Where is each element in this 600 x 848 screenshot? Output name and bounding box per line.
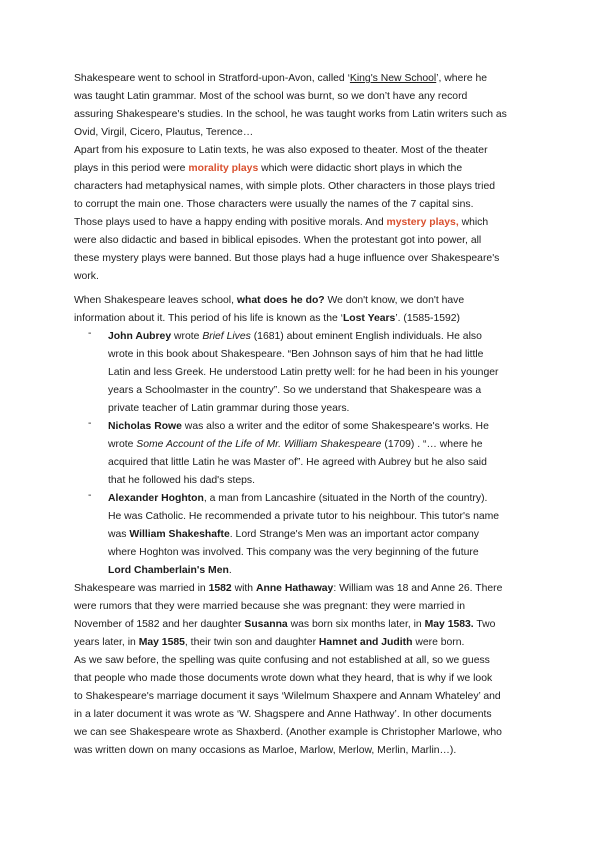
- text-run: ’. (1585-1592): [395, 313, 461, 324]
- text-line: [74, 214, 534, 232]
- text-line: [74, 580, 534, 598]
- text-line: [108, 328, 538, 346]
- text-run: which: [458, 217, 489, 228]
- text-line: [74, 70, 534, 88]
- list-dash: -: [88, 490, 92, 501]
- company-name: Lord Chamberlain's Men: [108, 565, 229, 576]
- text-line: where Hoghton was involved. This company was the very beginning of the future: [108, 547, 479, 558]
- list-item-rowe: [88, 418, 538, 490]
- text-run: , a man from Lancashire (situated in the North of the country).: [203, 493, 488, 504]
- text-line: acquired that little Latin he was Master of”. He agreed with Aubrey but he also said: [108, 457, 487, 468]
- list-item-hoghton: [88, 490, 538, 580]
- bold-year: 1582: [208, 583, 232, 594]
- text-line: that he followed his dad's steps.: [108, 475, 255, 486]
- text-line: work.: [74, 271, 99, 282]
- text-line: [108, 418, 538, 436]
- bold-date: May 1585: [138, 637, 185, 648]
- text-run: : William was 18 and Anne 26. There: [333, 583, 503, 594]
- text-run: was: [108, 529, 130, 540]
- text-line: [108, 490, 538, 508]
- text-run: (1709) . “… where he: [381, 439, 483, 450]
- text-line: to corrupt the main one. Those characters were usually the names of the 7 capital sins.: [74, 199, 474, 210]
- paragraph-marriage: [74, 580, 534, 652]
- text-line: years a Schoolmaster in the country”. So we understand that Shakespeare was a: [108, 385, 482, 396]
- bold-question: what does he do?: [236, 295, 325, 306]
- text-line: characters had metaphysical names, with simple plots. Other characters in those plays tried: [74, 181, 496, 192]
- person-name: Nicholas Rowe: [108, 421, 182, 432]
- text-line: were rumors that they were married because she was pregnant: they were married in: [74, 601, 465, 612]
- bold-name: Anne Hathaway: [255, 583, 334, 594]
- text-run: Shakespeare was married in: [74, 583, 209, 594]
- text-line: He was Catholic. He recommended a private tutor to his neighbour. This tutor's name: [108, 511, 500, 522]
- bullet-list: [88, 328, 538, 580]
- list-dash: -: [88, 418, 92, 429]
- text-run: was born six months later, in: [287, 619, 425, 630]
- text-run: , their twin son and daughter: [184, 637, 319, 648]
- paragraph-spelling: [74, 652, 534, 760]
- bold-date: May 1583.: [424, 619, 474, 630]
- text-line: [74, 634, 534, 652]
- text-line: [74, 292, 534, 310]
- text-line: [108, 562, 538, 580]
- text-line: we can see Shakespeare wrote as Shaxberd. (Another example is Christopher Marlowe, who: [74, 727, 502, 738]
- list-item-aubrey: [88, 328, 538, 418]
- text-line: were also didactic and based in biblical episodes. When the protestant got into power, all: [74, 235, 482, 246]
- text-run: years later, in: [74, 637, 139, 648]
- text-line: [74, 310, 534, 328]
- text-line: Latin and less Greek. He understood Latin pretty well: for he had been in his younger: [108, 367, 499, 378]
- text-line: As we saw before, the spelling was quite confusing and not established at all, so we guess: [74, 655, 490, 666]
- paragraph-theater: [74, 142, 534, 286]
- text-line: wrote in this book about Shakespeare. “Ben Johnson says of him that he had little: [108, 349, 484, 360]
- text-line: private teacher of Latin grammar during those years.: [108, 403, 350, 414]
- text-run: with: [231, 583, 256, 594]
- tutor-name: William Shakeshafte: [129, 529, 230, 540]
- text-run: wrote: [171, 331, 203, 342]
- text-line: Ovid, Virgil, Cicero, Plautus, Terence…: [74, 127, 254, 138]
- text-line: was written down on many occasions as Marloe, Marlow, Merlow, Merlin, Marlin…).: [74, 745, 457, 756]
- text-run: Shakespeare went to school in Stratford-upon-Avon, called ‘: [74, 73, 350, 84]
- bold-name: Hamnet and Judith: [318, 637, 413, 648]
- bold-lost-years: Lost Years: [342, 313, 396, 324]
- text-run: .: [228, 565, 232, 576]
- text-run: November of 1582 and her daughter: [74, 619, 245, 630]
- text-run: which were didactic short plays in which the: [258, 163, 463, 174]
- paragraph-school: [74, 70, 534, 142]
- book-title: Some Account of the Life of Mr. William Shakespeare: [136, 439, 382, 450]
- text-run: We don't know, we don't have: [324, 295, 465, 306]
- text-run: wrote: [108, 439, 137, 450]
- text-line: [74, 160, 534, 178]
- text-line: these mystery plays were banned. But those plays had a huge influence over Shakespeare's: [74, 253, 500, 264]
- text-line: was taught Latin grammar. Most of the school was burnt, so we don’t have any record: [74, 91, 468, 102]
- text-run: (1681) about eminent English individuals. He also: [250, 331, 482, 342]
- text-line: in a later document it was wrote as ‘W. Shagspere and Anne Hathway’. In other documents: [74, 709, 492, 720]
- text-run: Two: [473, 619, 496, 630]
- text-line: assuring Shakespeare's studies. In the school, he was taught works from Latin writers such as: [74, 109, 507, 120]
- school-name: King's New School: [349, 73, 437, 84]
- text-run: Those plays used to have a happy ending with positive morals. And: [74, 217, 387, 228]
- list-dash: -: [88, 328, 92, 339]
- person-name: John Aubrey: [108, 331, 172, 342]
- text-line: to Shakespeare's marriage document it says ‘Wilelmum Shaxpere and Annam Whateley’ and: [74, 691, 501, 702]
- text-run: information about it. This period of his life is known as the ‘: [74, 313, 343, 324]
- text-run: . Lord Strange's Men was an important actor company: [229, 529, 479, 540]
- text-run: ’, where he: [436, 73, 488, 84]
- text-line: [108, 526, 538, 544]
- text-run: plays in this period were: [74, 163, 189, 174]
- bold-name: Susanna: [244, 619, 288, 630]
- highlight-morality-plays: morality plays: [188, 163, 259, 174]
- text-run: was also a writer and the editor of some Shakespeare's works. He: [181, 421, 489, 432]
- text-run: When Shakespeare leaves school,: [74, 295, 237, 306]
- text-line: Apart from his exposure to Latin texts, he was also exposed to theater. Most of the theater: [74, 145, 488, 156]
- book-title: Brief Lives: [202, 331, 251, 342]
- text-run: were born.: [412, 637, 465, 648]
- paragraph-lost-years: [74, 292, 534, 328]
- text-line: [74, 616, 534, 634]
- text-line: that people who made those documents wrote down what they heard, that is why if we look: [74, 673, 493, 684]
- highlight-mystery-plays: mystery plays,: [386, 217, 459, 228]
- text-line: [108, 436, 538, 454]
- person-name: Alexander Hoghton: [108, 493, 204, 504]
